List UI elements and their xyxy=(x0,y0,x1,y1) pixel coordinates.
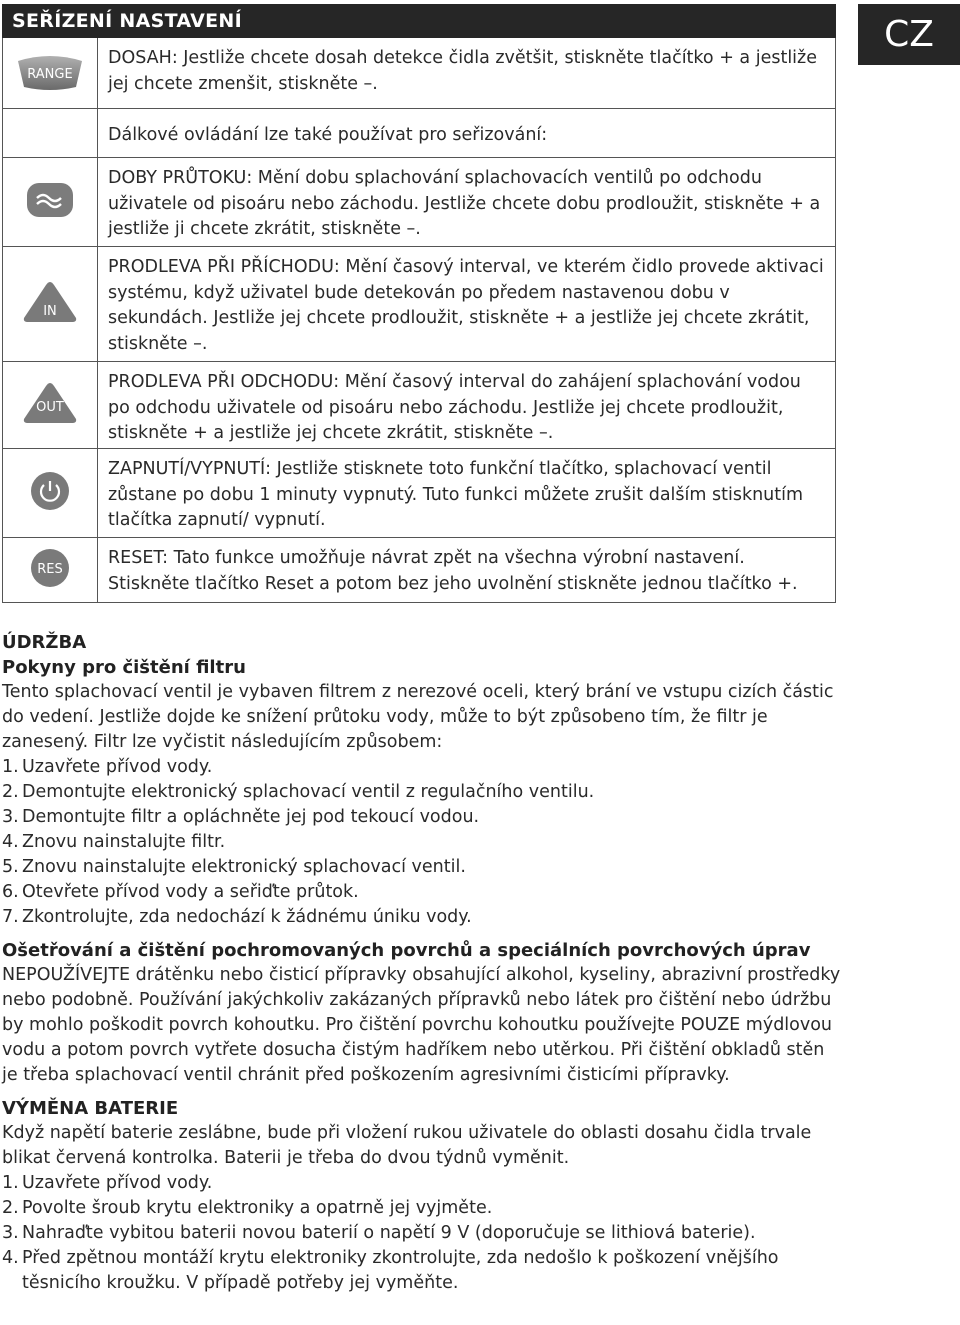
remote-description: Dálkové ovládání lze také používat pro seřizování: xyxy=(108,125,548,145)
svg-text:OUT: OUT xyxy=(36,400,64,415)
reset-icon-cell xyxy=(3,538,98,602)
list-item: 6. Otevřete přívod vody a seřiďte průtok. xyxy=(2,882,359,902)
out-button-icon xyxy=(22,381,78,429)
in-description: PRODLEVA PŘI PŘÍCHODU: Mění časový interval, ve kterém čidlo provede aktivaci systému, když uživatel bude detekován po předem nastavenou dobu v sekundách. Jestliže jej chcete prodloužit, stiskněte + a jestliže jej chcete zkrátit, stiskněte –. xyxy=(108,257,824,354)
list-item: 2. Demontujte elektronický splachovací ventil z regulačního ventilu. xyxy=(2,782,595,802)
list-item: 3. Nahraďte vybitou baterii novou baterií o napětí 9 V (doporučuje se lithiová baterie). xyxy=(2,1223,756,1243)
list-item: 5. Znovu nainstalujte elektronický splachovací ventil. xyxy=(2,857,466,877)
settings-table xyxy=(2,38,836,603)
settings-row-flow xyxy=(3,157,835,246)
settings-row-onoff xyxy=(3,448,835,537)
in-button-icon xyxy=(22,280,78,328)
list-item: 3. Demontujte filtr a opláchněte jej pod tekoucí vodou. xyxy=(2,807,480,827)
reset-description: RESET: Tato funkce umožňuje návrat zpět na všechna výrobní nastavení. Stiskněte tlačítko Reset a potom bez jeho uvolnění stiskněte jednou tlačítko +. xyxy=(108,548,798,594)
flow-icon-cell xyxy=(3,158,98,246)
empty-icon-cell xyxy=(3,109,98,157)
filter-intro: Tento splachovací ventil je vybaven filtrem z nerezové oceli, který brání ve vstupu cizích částic do vedení. Jestliže dojde ke snížení průtoku vody, může to být způsobeno tím, že filtr je zanesený. Filtr lze vyčistit následujícím způsobem: xyxy=(2,682,834,752)
list-item: 4. Před zpětnou montáží krytu elektroniky zkontrolujte, zda nedošlo k poškození vnějšího těsnicího kroužku. V případě potřeby jej vyměňte. xyxy=(2,1248,779,1293)
onoff-description: ZAPNUTÍ/VYPNUTÍ: Jestliže stisknete toto funkční tlačítko, splachovací ventil zůstane po dobu 1 minuty vypnutý. Tuto funkci můžete zrušit dalším stisknutím tlačítka zapnutí/ vypnutí. xyxy=(108,459,804,530)
battery-title: VÝMĚNA BATERIE xyxy=(2,1098,179,1119)
range-description: DOSAH: Jestliže chcete dosah detekce čidla zvětšit, stiskněte tlačítko + a jestliže jej chcete zmenšit, stiskněte –. xyxy=(108,48,817,94)
reset-button-icon xyxy=(30,548,70,592)
care-text: NEPOUŽÍVEJTE drátěnku nebo čisticí přípravky obsahující alkohol, kyseliny, abrazivní prostředky nebo podobně. Používání jakýchkoliv zakázaných přípravků nebo látek pro čištění nebo údržbu by mohlo poškodit povrch kohoutku. Pro čištění povrchu kohoutku používejte POUZE mýdlovou vodu a potom povrch vytřete dosucha čistým hadříkem nebo utěrkou. Při čištění obkladů stěn je třeba splachovací ventil chránit před poškozením agresivními čisticími přípravky. xyxy=(2,965,841,1085)
filter-steps xyxy=(2,755,842,930)
maintenance-section xyxy=(2,630,842,1296)
settings-row-in xyxy=(3,246,835,361)
language-badge: CZ xyxy=(858,4,960,65)
range-icon-cell xyxy=(3,38,98,108)
out-icon-cell xyxy=(3,362,98,448)
section-title: SEŘÍZENÍ NASTAVENÍ xyxy=(2,4,836,38)
care-title: Ošetřování a čištění pochromovaných povrchů a speciálních povrchových úprav xyxy=(2,940,811,961)
power-icon xyxy=(30,471,70,515)
list-item: 7. Zkontrolujte, zda nedochází k žádnému úniku vody. xyxy=(2,907,472,927)
list-item: 1. Uzavřete přívod vody. xyxy=(2,1173,213,1193)
settings-row-reset xyxy=(3,537,835,602)
range-button-icon xyxy=(14,53,86,93)
list-item: 2. Povolte šroub krytu elektroniky a opatrně jej vyjměte. xyxy=(2,1198,493,1218)
svg-text:RES: RES xyxy=(37,562,63,577)
in-icon-cell xyxy=(3,247,98,361)
onoff-icon-cell xyxy=(3,449,98,537)
svg-text:RANGE: RANGE xyxy=(27,67,73,82)
svg-text:IN: IN xyxy=(43,304,57,319)
settings-row-range xyxy=(3,38,835,108)
settings-row-out xyxy=(3,361,835,448)
wave-icon xyxy=(26,182,74,222)
flow-description: DOBY PRŮTOKU: Mění dobu splachování splachovacích ventilů po odchodu uživatele od pisoáru nebo záchodu. Jestliže chcete dobu prodloužit, stiskněte + a jestliže ji chcete zkrátit, stiskněte –. xyxy=(108,168,821,239)
settings-row-remote xyxy=(3,108,835,157)
battery-intro: Když napětí baterie zeslábne, bude při vložení rukou uživatele do oblasti dosahu čidla trvale blikat červená kontrolka. Baterii je třeba do dvou týdnů vyměnit. xyxy=(2,1123,812,1168)
battery-steps xyxy=(2,1171,842,1296)
out-description: PRODLEVA PŘI ODCHODU: Mění časový interval do zahájení splachování vodou po odchodu uživatele od pisoáru nebo záchodu. Jestliže jej chcete prodloužit, stiskněte + a jestliže jej chcete zkrátit, stiskněte –. xyxy=(108,372,801,443)
list-item: 1. Uzavřete přívod vody. xyxy=(2,757,213,777)
filter-title: Pokyny pro čištění filtru xyxy=(2,657,246,678)
maintenance-title: ÚDRŽBA xyxy=(2,632,87,653)
list-item: 4. Znovu nainstalujte filtr. xyxy=(2,832,226,852)
